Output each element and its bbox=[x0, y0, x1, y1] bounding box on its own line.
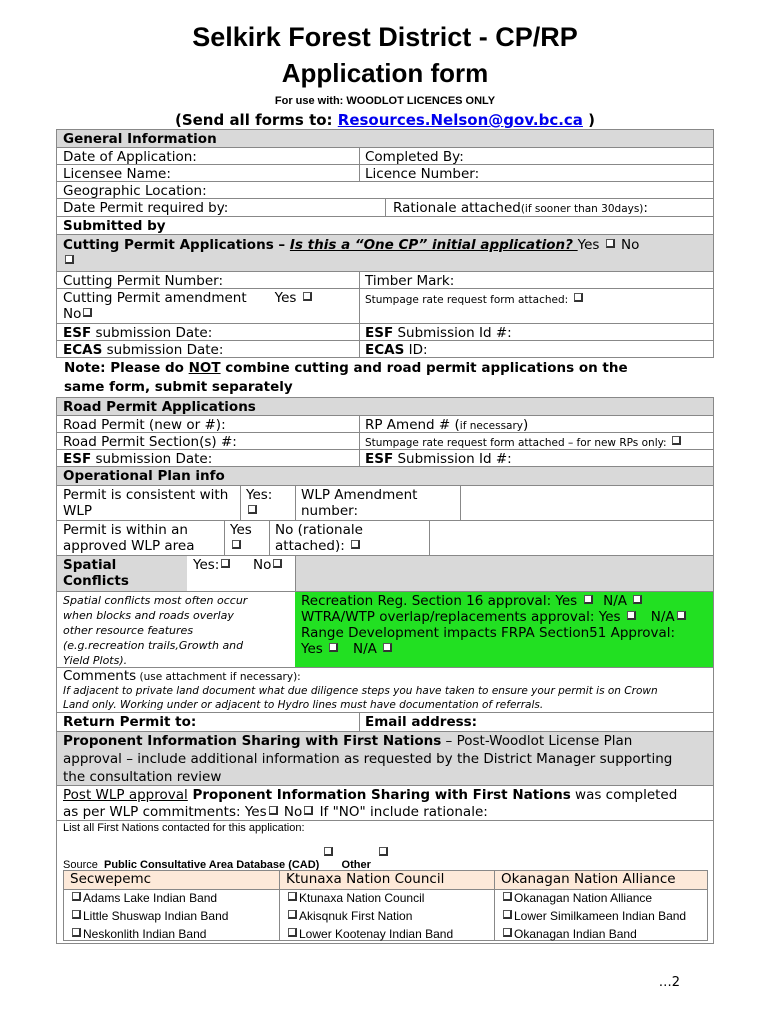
range-na-label: N/A bbox=[352, 641, 377, 657]
wlp-consistent-row bbox=[56, 486, 714, 521]
band-checkbox[interactable] bbox=[503, 910, 512, 919]
cp-esf-id-bold: ESF bbox=[365, 325, 394, 340]
post-wlp-rest: was completed bbox=[570, 787, 678, 803]
band-label: Okanagan Nation Alliance bbox=[514, 891, 653, 905]
cp-esf-date-label: submission Date: bbox=[91, 325, 213, 340]
post-wlp-if-no: If "NO" include rationale: bbox=[315, 804, 488, 820]
email-address-field[interactable]: Email address: bbox=[365, 714, 478, 730]
recreation-label: Recreation Reg. Section 16 approval: Yes bbox=[301, 593, 578, 609]
recreation-na-checkbox[interactable] bbox=[633, 595, 642, 604]
band-label: Neskonlith Indian Band bbox=[83, 927, 207, 941]
band-checkbox[interactable] bbox=[288, 910, 297, 919]
cp-ecas-date-field[interactable] bbox=[57, 341, 359, 357]
spatial-desc-line: Yield Plots). bbox=[63, 654, 128, 667]
wlp-consistent-line1: Permit is consistent with bbox=[63, 487, 229, 503]
band-checkbox[interactable] bbox=[288, 892, 297, 901]
band-item bbox=[501, 891, 652, 905]
cp-amendment-row bbox=[56, 289, 714, 324]
spatial-details-row bbox=[56, 592, 714, 668]
band-checkbox[interactable] bbox=[72, 910, 81, 919]
wlp-within-no-line2: attached): bbox=[275, 538, 345, 554]
cp-stumpage-label: Stumpage rate request form attached: bbox=[365, 294, 569, 306]
band-label: Lower Similkameen Indian Band bbox=[514, 909, 687, 923]
cp-amendment-field bbox=[57, 289, 359, 323]
band-item bbox=[286, 891, 424, 905]
band-label: Lower Kootenay Indian Band bbox=[299, 927, 454, 941]
nation-header-ktunaxa: Ktunaxa Nation Council bbox=[286, 871, 445, 887]
proponent-header bbox=[56, 732, 714, 786]
usage-note: For use with: WOODLOT LICENCES ONLY bbox=[274, 95, 496, 107]
cp-amendment-no-label: No bbox=[63, 306, 82, 322]
spatial-conflicts-heading bbox=[57, 556, 187, 591]
cp-ecas-row bbox=[56, 341, 714, 358]
proponent-text bbox=[57, 732, 672, 785]
wlp-consistent-label bbox=[57, 486, 240, 520]
post-wlp-no-label: No bbox=[279, 804, 303, 820]
range-yes-label: Yes bbox=[301, 641, 323, 657]
cp-number-row bbox=[56, 272, 714, 289]
range-approval: Range Development impacts FRPA Section51 Approval: bbox=[301, 625, 676, 641]
spatial-desc-line: Spatial conflicts most often occur bbox=[63, 594, 248, 607]
comments-label: Comments bbox=[63, 668, 137, 684]
post-wlp-line2: as per WLP commitments: Yes bbox=[63, 804, 267, 820]
geographic-location-field[interactable]: Geographic Location: bbox=[63, 183, 207, 198]
wtra-na-checkbox[interactable] bbox=[677, 611, 686, 620]
rp-esf-date-label: submission Date: bbox=[91, 451, 213, 466]
form-subtitle: Application form bbox=[281, 58, 489, 88]
cutting-permit-heading bbox=[57, 235, 639, 271]
send-instruction bbox=[0, 111, 770, 129]
band-checkbox[interactable] bbox=[72, 892, 81, 901]
send-prefix: (Send all forms to: bbox=[174, 111, 338, 129]
email-link[interactable]: Resources.Nelson@gov.bc.ca bbox=[337, 111, 583, 129]
band-item bbox=[286, 927, 453, 941]
band-checkbox[interactable] bbox=[72, 928, 81, 937]
cp-esf-date-field[interactable] bbox=[57, 324, 359, 340]
send-suffix: ) bbox=[582, 111, 596, 129]
cp-esf-id-label: Submission Id #: bbox=[393, 325, 512, 340]
rationale-note: (if sooner than 30days) bbox=[520, 203, 644, 215]
range-options bbox=[301, 641, 713, 657]
rp-amend-label: RP Amend # ( bbox=[365, 417, 460, 432]
wlp-consistent-line2: WLP bbox=[63, 503, 93, 519]
recreation-na-label: N/A bbox=[603, 593, 627, 609]
date-permit-required-field[interactable]: Date Permit required by: bbox=[63, 200, 229, 216]
road-permit-number-field[interactable]: Road Permit (new or #): bbox=[63, 417, 226, 432]
operational-plan-header bbox=[56, 467, 714, 486]
return-row bbox=[56, 713, 714, 732]
spatial-desc-line: (e.g.recreation trails,Growth and bbox=[63, 639, 244, 652]
one-cp-yes-label: Yes bbox=[577, 237, 600, 253]
wlp-within-row bbox=[56, 521, 714, 556]
band-checkbox[interactable] bbox=[503, 928, 512, 937]
spatial-no-checkbox[interactable] bbox=[273, 559, 282, 568]
one-cp-no-checkbox[interactable] bbox=[65, 255, 74, 264]
operational-plan-heading: Operational Plan info bbox=[63, 468, 225, 484]
post-wlp-bold: Proponent Information Sharing with First Nations bbox=[187, 787, 571, 803]
cp-stumpage-field bbox=[359, 289, 713, 323]
cp-ecas-id-label: ID: bbox=[404, 342, 428, 357]
band-label: Okanagan Indian Band bbox=[514, 927, 637, 941]
general-info-heading: General Information bbox=[63, 131, 217, 147]
rationale-colon: : bbox=[643, 200, 648, 216]
spatial-no-label: No bbox=[253, 557, 272, 573]
form-title: Selkirk Forest District - CP/RP bbox=[192, 22, 578, 52]
combine-note bbox=[64, 359, 704, 397]
comments-field[interactable] bbox=[57, 668, 658, 712]
licensee-row bbox=[56, 165, 714, 182]
band-item bbox=[286, 909, 412, 923]
wlp-within-yes-checkbox[interactable] bbox=[232, 540, 241, 549]
band-item bbox=[70, 909, 228, 923]
rp-amend-field[interactable] bbox=[359, 416, 713, 432]
band-item bbox=[501, 909, 686, 923]
comments-note: (use attachment if necessary): bbox=[136, 671, 301, 683]
rp-amend-note: if necessary bbox=[459, 420, 524, 432]
return-permit-field[interactable]: Return Permit to: bbox=[63, 714, 197, 730]
road-permit-header bbox=[56, 397, 714, 416]
wlp-within-line2: approved WLP area bbox=[63, 538, 195, 554]
spatial-conflicts-header bbox=[56, 556, 714, 592]
spatial-desc-line: other resource features bbox=[63, 624, 194, 637]
wtra-na-label: N/A bbox=[650, 609, 675, 625]
post-wlp-no-checkbox[interactable] bbox=[304, 806, 313, 815]
other-checkbox[interactable] bbox=[379, 847, 388, 856]
rationale-attached-field[interactable] bbox=[385, 199, 713, 216]
cp-amendment-yes-label: Yes bbox=[274, 290, 297, 306]
wtra-approval bbox=[301, 609, 713, 625]
date-permit-row bbox=[56, 199, 714, 217]
range-yes-checkbox[interactable] bbox=[329, 643, 338, 652]
rp-section-row bbox=[56, 433, 714, 450]
rp-stumpage-checkbox[interactable] bbox=[672, 436, 681, 445]
other-label: Other bbox=[341, 859, 371, 871]
note-not: NOT bbox=[188, 360, 221, 376]
spatial-desc-line: when blocks and roads overlay bbox=[63, 609, 234, 622]
geo-row bbox=[56, 182, 714, 199]
wlp-amendment-label bbox=[295, 486, 460, 520]
band-item bbox=[70, 891, 217, 905]
submitted-by-field[interactable]: Submitted by bbox=[63, 218, 166, 234]
note-post: combine cutting and road permit applications on the bbox=[220, 360, 628, 376]
one-cp-yes-checkbox[interactable] bbox=[606, 239, 615, 248]
wlp-within-yes bbox=[224, 521, 269, 555]
rp-stumpage-label: Stumpage rate request form attached – for new RPs only: bbox=[365, 437, 667, 449]
cp-amendment-label: Cutting Permit amendment bbox=[63, 290, 247, 306]
wlp-within-no-line1: No (rationale bbox=[275, 522, 363, 538]
cad-label: Public Consultative Area Database (CAD) bbox=[103, 859, 320, 871]
spatial-yes-checkbox[interactable] bbox=[221, 559, 230, 568]
wtra-yes-checkbox[interactable] bbox=[627, 611, 636, 620]
spatial-heading-line2: Conflicts bbox=[63, 573, 129, 589]
comments-row bbox=[56, 668, 714, 713]
post-wlp-text bbox=[57, 786, 677, 820]
post-wlp-yes-checkbox[interactable] bbox=[269, 806, 278, 815]
recreation-approval bbox=[301, 593, 713, 609]
cp-amendment-no-checkbox[interactable] bbox=[83, 308, 92, 317]
wlp-consistent-yes-label: Yes: bbox=[246, 487, 273, 503]
band-label: Ktunaxa Nation Council bbox=[299, 891, 425, 905]
wlp-amendment-line1: WLP Amendment bbox=[301, 487, 418, 503]
spatial-yes bbox=[187, 556, 247, 591]
first-nations-section bbox=[56, 821, 714, 944]
wlp-consistent-yes-checkbox[interactable] bbox=[248, 505, 257, 514]
date-row bbox=[56, 148, 714, 165]
first-nations-list-label: List all First Nations contacted for this application: bbox=[63, 822, 305, 834]
cp-esf-date-bold: ESF bbox=[63, 325, 92, 340]
band-label: Akisqnuk First Nation bbox=[299, 909, 413, 923]
cp-ecas-date-bold: ECAS bbox=[63, 342, 103, 357]
spatial-heading-line1: Spatial bbox=[63, 557, 117, 573]
proponent-heading: Proponent Information Sharing with First Nations bbox=[63, 733, 442, 749]
comments-instruction-1: If adjacent to private land document what due diligence steps you have taken to ensure your permit is on Crown bbox=[63, 685, 658, 697]
rp-esf-date-bold: ESF bbox=[63, 451, 92, 466]
cp-ecas-date-label: submission Date: bbox=[102, 342, 224, 357]
post-wlp-row bbox=[56, 786, 714, 821]
rp-esf-id-field[interactable] bbox=[359, 450, 713, 466]
rp-esf-row bbox=[56, 450, 714, 467]
licensee-name-field[interactable]: Licensee Name: bbox=[63, 166, 171, 181]
one-cp-no-label: No bbox=[621, 237, 640, 253]
cp-stumpage-checkbox[interactable] bbox=[574, 293, 583, 302]
band-item bbox=[70, 927, 206, 941]
wlp-amendment-field[interactable] bbox=[460, 486, 713, 520]
wlp-within-no-checkbox[interactable] bbox=[351, 540, 360, 549]
comments-instruction-2: Land only. Working under or adjacent to Hydro lines must have documentation of referrals. bbox=[63, 699, 544, 711]
cutting-permit-number-field[interactable]: Cutting Permit Number: bbox=[63, 273, 224, 288]
cutting-permit-title: Cutting Permit Applications – bbox=[63, 237, 290, 253]
band-label: Adams Lake Indian Band bbox=[83, 891, 218, 905]
wlp-within-yes-label: Yes bbox=[230, 522, 252, 538]
date-of-application-field[interactable]: Date of Application: bbox=[63, 149, 197, 164]
rp-esf-date-field[interactable] bbox=[57, 450, 359, 466]
wtra-label: WTRA/WTP overlap/replacements approval: Yes bbox=[301, 609, 621, 625]
wlp-within-no bbox=[269, 521, 429, 555]
general-info-header bbox=[56, 129, 714, 148]
band-item bbox=[501, 927, 637, 941]
rp-new-row bbox=[56, 416, 714, 433]
page-number: …2 bbox=[658, 975, 680, 990]
road-permit-heading: Road Permit Applications bbox=[63, 399, 256, 415]
cp-ecas-id-field[interactable] bbox=[359, 341, 713, 357]
wlp-within-blank bbox=[429, 521, 713, 555]
cp-esf-row bbox=[56, 324, 714, 341]
licence-number-field[interactable]: Licence Number: bbox=[365, 166, 480, 181]
timber-mark-field[interactable]: Timber Mark: bbox=[365, 273, 455, 288]
submitted-by-row bbox=[56, 217, 714, 235]
proponent-text-2: approval – include additional information as requested by the District Manager supporting bbox=[63, 751, 673, 767]
spatial-approvals bbox=[295, 592, 713, 667]
rp-esf-id-label: Submission Id #: bbox=[393, 451, 512, 466]
note-pre: Note: Please do bbox=[64, 360, 189, 376]
source-row bbox=[63, 847, 390, 871]
source-label: Source bbox=[63, 859, 98, 871]
band-checkbox[interactable] bbox=[288, 928, 297, 937]
wlp-amendment-line2: number: bbox=[301, 503, 358, 519]
band-checkbox[interactable] bbox=[503, 892, 512, 901]
cp-esf-id-field[interactable] bbox=[359, 324, 713, 340]
nation-header-okanagan: Okanagan Nation Alliance bbox=[501, 871, 676, 887]
rp-stumpage-field bbox=[359, 433, 713, 449]
note-line2: same form, submit separately bbox=[64, 379, 293, 395]
rp-esf-id-bold: ESF bbox=[365, 451, 394, 466]
completed-by-field[interactable]: Completed By: bbox=[365, 149, 464, 164]
one-cp-question: Is this a “One CP” initial application? bbox=[289, 237, 578, 253]
band-label: Little Shuswap Indian Band bbox=[83, 909, 229, 923]
cad-checkbox[interactable] bbox=[324, 847, 333, 856]
rationale-label: Rationale attached bbox=[393, 200, 521, 216]
wlp-within-line1: Permit is within an bbox=[63, 522, 188, 538]
road-permit-section-field[interactable]: Road Permit Section(s) #: bbox=[63, 434, 237, 449]
nation-header-secwepemc: Secwepemc bbox=[70, 871, 152, 887]
wlp-consistent-yes bbox=[240, 486, 295, 520]
rp-amend-close: ) bbox=[523, 417, 529, 432]
recreation-yes-checkbox[interactable] bbox=[584, 595, 593, 604]
wlp-within-label bbox=[57, 521, 224, 555]
cp-amendment-yes-checkbox[interactable] bbox=[303, 292, 312, 301]
post-wlp-link: Post WLP approval bbox=[63, 787, 188, 803]
cp-ecas-id-bold: ECAS bbox=[365, 342, 405, 357]
nations-table bbox=[63, 870, 708, 941]
spatial-yes-label: Yes: bbox=[193, 557, 220, 573]
cutting-permit-header bbox=[56, 235, 714, 272]
spatial-description bbox=[57, 592, 295, 667]
range-na-checkbox[interactable] bbox=[383, 643, 392, 652]
proponent-text-3: the consultation review bbox=[63, 769, 222, 785]
spatial-no bbox=[247, 556, 295, 591]
proponent-text-1: – Post-Woodlot License Plan bbox=[441, 733, 633, 749]
